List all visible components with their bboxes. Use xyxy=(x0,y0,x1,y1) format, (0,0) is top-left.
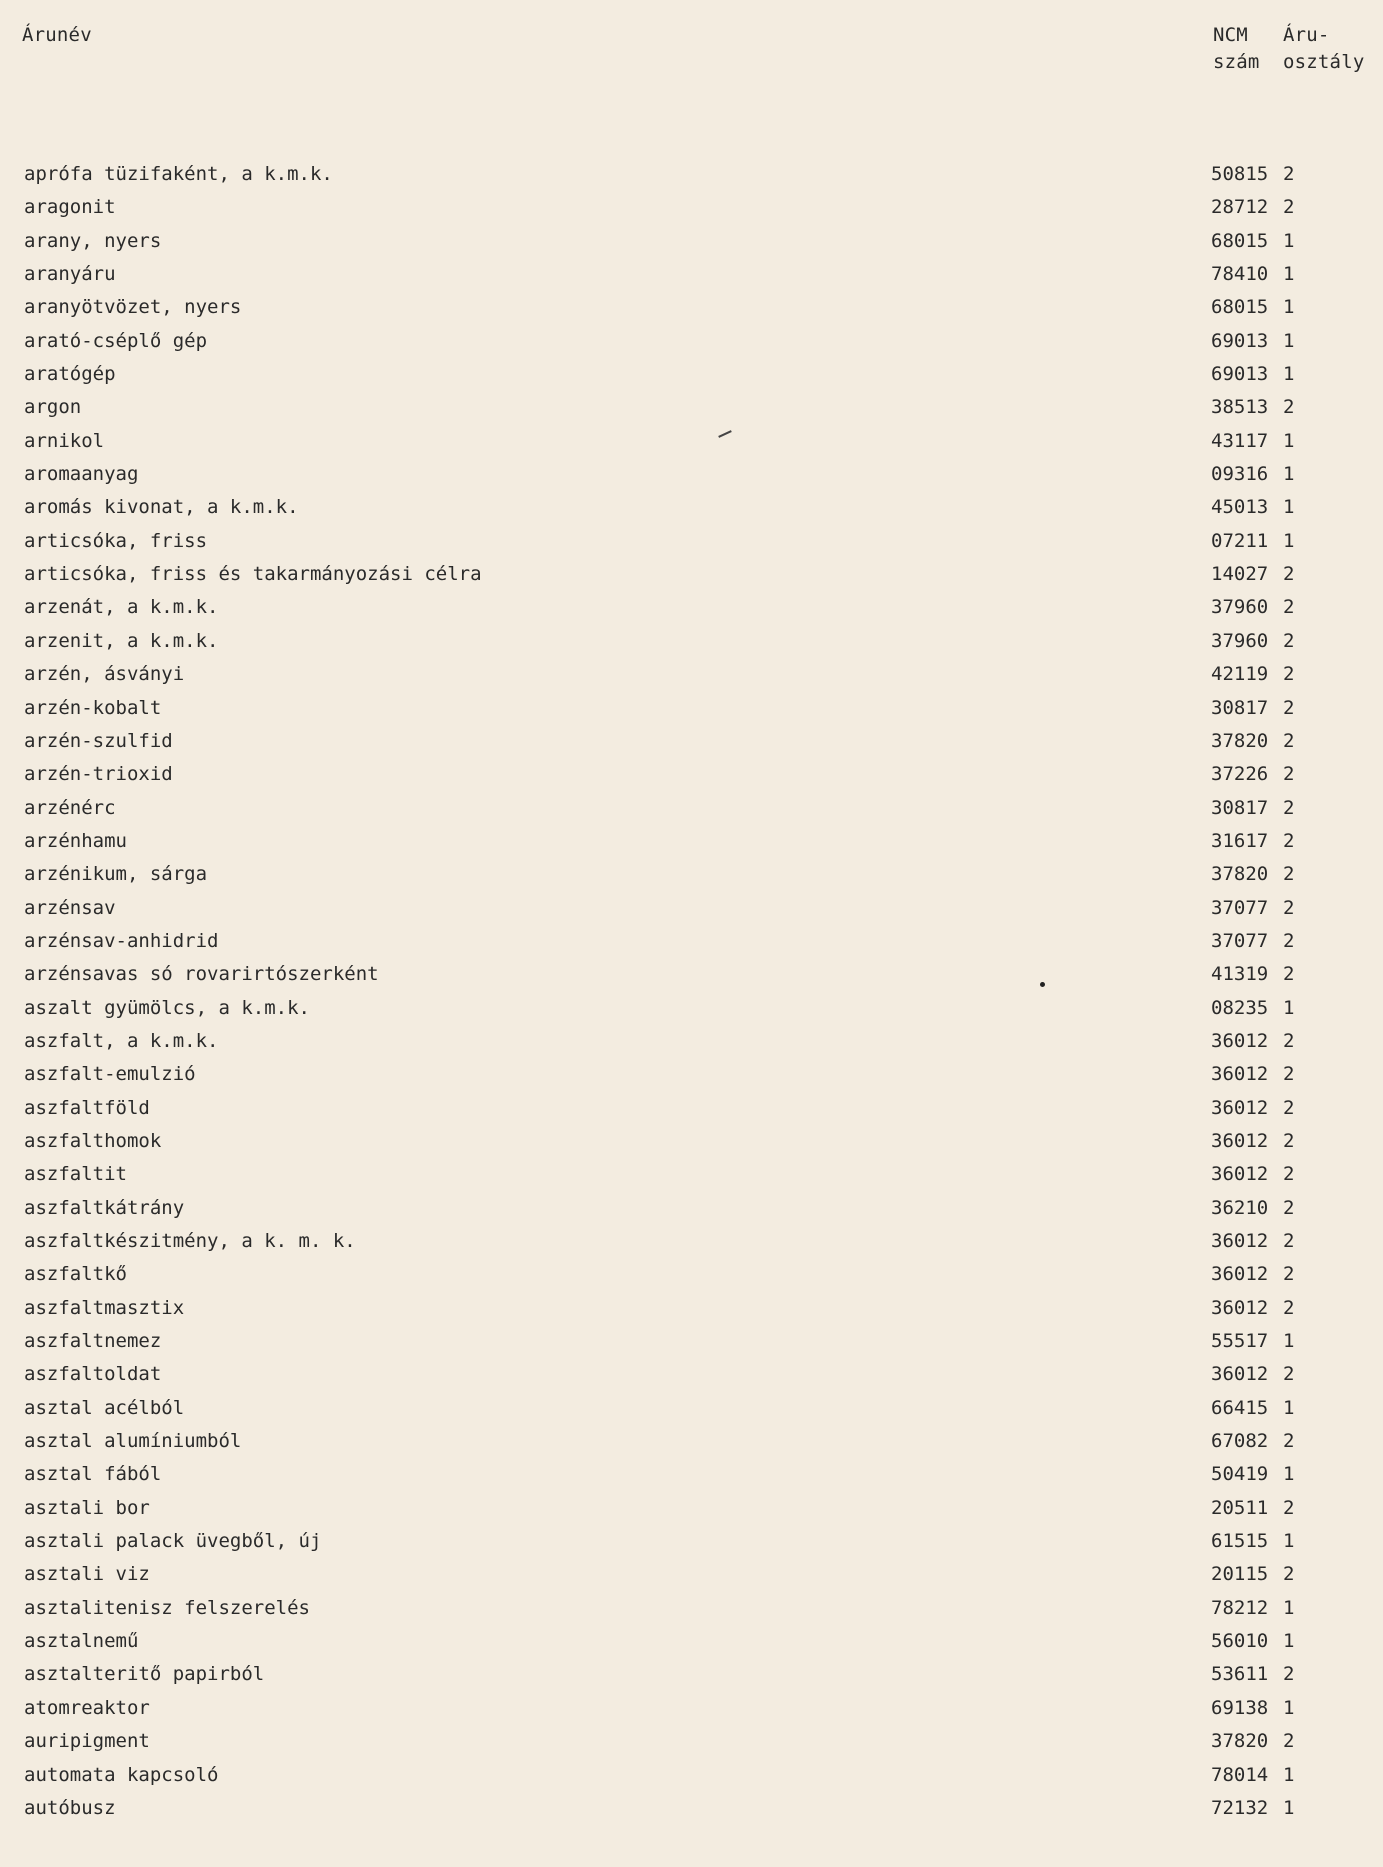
table-row xyxy=(0,925,1383,958)
ncm-number: 38513 xyxy=(1211,396,1269,419)
product-class: 2 xyxy=(1283,829,1295,852)
product-class: 2 xyxy=(1283,1196,1295,1219)
ncm-number: 31617 xyxy=(1211,829,1269,852)
product-name: aszfaltoldat xyxy=(24,1363,162,1386)
table-row xyxy=(0,1725,1383,1758)
product-name: arzénsav xyxy=(24,896,116,919)
ncm-number: 37820 xyxy=(1211,729,1269,752)
table-row xyxy=(0,1692,1383,1725)
table-row xyxy=(0,992,1383,1025)
table-row xyxy=(0,692,1383,725)
product-class: 2 xyxy=(1283,796,1295,819)
table-row xyxy=(0,1759,1383,1792)
ncm-number: 43117 xyxy=(1211,429,1269,452)
product-name: aszfaltkátrány xyxy=(24,1196,185,1219)
table-row xyxy=(0,1192,1383,1225)
product-name: auripigment xyxy=(24,1730,150,1753)
table-row xyxy=(0,291,1383,324)
ncm-number: 28712 xyxy=(1211,196,1269,219)
product-name: aratógép xyxy=(24,363,116,386)
product-name: asztalitenisz felszerelés xyxy=(24,1596,310,1619)
ncm-number: 37960 xyxy=(1211,629,1269,652)
product-class: 2 xyxy=(1283,929,1295,952)
product-class: 1 xyxy=(1283,1796,1295,1819)
ink-speck xyxy=(1040,982,1045,987)
ncm-number: 61515 xyxy=(1211,1530,1269,1553)
product-name: aszfaltkő xyxy=(24,1263,127,1286)
ncm-number: 55517 xyxy=(1211,1330,1269,1353)
product-class: 2 xyxy=(1283,663,1295,686)
product-class: 2 xyxy=(1283,1129,1295,1152)
product-class: 2 xyxy=(1283,396,1295,419)
product-name: aszfalthomok xyxy=(24,1129,162,1152)
ncm-number: 36012 xyxy=(1211,1163,1269,1186)
table-row xyxy=(0,358,1383,391)
ncm-number: 37077 xyxy=(1211,929,1269,952)
ncm-number: 78212 xyxy=(1211,1596,1269,1619)
table-row xyxy=(0,1358,1383,1391)
ncm-number: 50419 xyxy=(1211,1463,1269,1486)
table-row xyxy=(0,1325,1383,1358)
ncm-number: 69013 xyxy=(1211,363,1269,386)
class-header-line-1: Áru- xyxy=(1283,24,1330,46)
table-row xyxy=(0,458,1383,491)
product-class: 1 xyxy=(1283,1630,1295,1653)
product-name: arzén-kobalt xyxy=(24,696,162,719)
product-name: arzénikum, sárga xyxy=(24,863,208,886)
ncm-number: 09316 xyxy=(1211,463,1269,486)
table-row xyxy=(0,258,1383,291)
product-name: arzénhamu xyxy=(24,829,127,852)
product-name: arany, nyers xyxy=(24,229,162,252)
product-class: 2 xyxy=(1283,1296,1295,1319)
ncm-number: 78410 xyxy=(1211,263,1269,286)
table-row xyxy=(0,225,1383,258)
product-class: 2 xyxy=(1283,863,1295,886)
ncm-number: 37226 xyxy=(1211,763,1269,786)
product-class: 2 xyxy=(1283,729,1295,752)
ncm-number: 20115 xyxy=(1211,1563,1269,1586)
product-name: asztali viz xyxy=(24,1563,150,1586)
ncm-number: 36012 xyxy=(1211,1263,1269,1286)
product-class: 1 xyxy=(1283,1530,1295,1553)
table-row xyxy=(0,1158,1383,1191)
product-class: 1 xyxy=(1283,296,1295,319)
product-class: 1 xyxy=(1283,1396,1295,1419)
product-class: 1 xyxy=(1283,363,1295,386)
ncm-number: 37820 xyxy=(1211,1730,1269,1753)
product-class: 2 xyxy=(1283,1063,1295,1086)
product-class: 2 xyxy=(1283,896,1295,919)
table-row xyxy=(0,1625,1383,1658)
ncm-number: 56010 xyxy=(1211,1630,1269,1653)
product-name: asztali palack üvegből, új xyxy=(24,1530,322,1553)
table-row xyxy=(0,391,1383,424)
ncm-number: 07211 xyxy=(1211,529,1269,552)
table-row xyxy=(0,725,1383,758)
table-row xyxy=(0,325,1383,358)
product-class: 2 xyxy=(1283,163,1295,185)
table-row xyxy=(0,858,1383,891)
product-name: asztali bor xyxy=(24,1496,150,1519)
table-row xyxy=(0,792,1383,825)
product-name: aprófa tüzifaként, a k.m.k. xyxy=(24,163,333,185)
table-row xyxy=(0,491,1383,524)
product-name: articsóka, friss és takarmányozási célra xyxy=(24,563,482,586)
product-class: 2 xyxy=(1283,1096,1295,1119)
product-name: arató-cséplő gép xyxy=(24,329,208,352)
ncm-number: 36012 xyxy=(1211,1363,1269,1386)
product-name: autóbusz xyxy=(24,1796,116,1819)
table-row xyxy=(0,1092,1383,1125)
product-name: asztalteritő papirból xyxy=(24,1663,265,1686)
product-name: aranyáru xyxy=(24,263,116,286)
ncm-number: 20511 xyxy=(1211,1496,1269,1519)
table-row xyxy=(0,1458,1383,1491)
table-row xyxy=(0,1025,1383,1058)
product-class: 2 xyxy=(1283,1730,1295,1753)
product-class: 1 xyxy=(1283,496,1295,519)
table-row xyxy=(0,558,1383,591)
product-name: aromás kivonat, a k.m.k. xyxy=(24,496,299,519)
product-name: arzénsav-anhidrid xyxy=(24,929,219,952)
column-header-product-class xyxy=(1283,22,1364,76)
table-row xyxy=(0,1792,1383,1825)
ncm-number: 36012 xyxy=(1211,1296,1269,1319)
table-row xyxy=(0,1392,1383,1425)
table-row xyxy=(0,1525,1383,1558)
table-row xyxy=(0,1558,1383,1591)
table-row xyxy=(0,625,1383,658)
product-class: 2 xyxy=(1283,596,1295,619)
product-name: aszfaltmasztix xyxy=(24,1296,185,1319)
table-row xyxy=(0,1592,1383,1625)
product-class: 2 xyxy=(1283,1230,1295,1252)
product-class: 1 xyxy=(1283,1763,1295,1786)
product-name: arzénérc xyxy=(24,796,116,819)
product-name: aszfaltkészitmény, a k. m. k. xyxy=(24,1230,356,1252)
ncm-number: 36012 xyxy=(1211,1129,1269,1152)
table-row xyxy=(0,1258,1383,1291)
product-class: 2 xyxy=(1283,1430,1295,1453)
class-header-line-2: osztály xyxy=(1283,51,1365,73)
product-class: 1 xyxy=(1283,996,1295,1019)
ncm-number: 36012 xyxy=(1211,1063,1269,1086)
product-name: arzén, ásványi xyxy=(24,663,185,686)
product-class: 1 xyxy=(1283,1696,1295,1719)
product-class: 2 xyxy=(1283,563,1295,586)
product-class: 2 xyxy=(1283,629,1295,652)
product-name: atomreaktor xyxy=(24,1696,150,1719)
ncm-number: 66415 xyxy=(1211,1396,1269,1419)
product-name: arzén-trioxid xyxy=(24,763,173,786)
table-row xyxy=(0,1125,1383,1158)
table-row xyxy=(0,158,1383,191)
ncm-number: 36210 xyxy=(1211,1196,1269,1219)
ncm-header-line-1: NCM xyxy=(1213,24,1248,46)
product-name: arzenit, a k.m.k. xyxy=(24,629,219,652)
table-row xyxy=(0,892,1383,925)
product-class: 1 xyxy=(1283,263,1295,286)
product-class: 1 xyxy=(1283,1596,1295,1619)
product-name: aragonit xyxy=(24,196,116,219)
ncm-number: 36012 xyxy=(1211,1096,1269,1119)
ncm-number: 30817 xyxy=(1211,796,1269,819)
product-class: 2 xyxy=(1283,1563,1295,1586)
ncm-number: 14027 xyxy=(1211,563,1269,586)
product-name: arzenát, a k.m.k. xyxy=(24,596,219,619)
product-class: 2 xyxy=(1283,1163,1295,1186)
ncm-number: 45013 xyxy=(1211,496,1269,519)
table-row xyxy=(0,191,1383,224)
ncm-number: 30817 xyxy=(1211,696,1269,719)
product-class: 2 xyxy=(1283,196,1295,219)
table-row xyxy=(0,1058,1383,1091)
ncm-number: 68015 xyxy=(1211,229,1269,252)
table-row xyxy=(0,658,1383,691)
product-class: 1 xyxy=(1283,1330,1295,1353)
product-class: 2 xyxy=(1283,1263,1295,1286)
product-class: 1 xyxy=(1283,429,1295,452)
product-name: asztal acélból xyxy=(24,1396,185,1419)
product-class: 1 xyxy=(1283,229,1295,252)
ncm-number: 69138 xyxy=(1211,1696,1269,1719)
column-header-ncm-number xyxy=(1213,22,1260,76)
table-row xyxy=(0,591,1383,624)
product-class: 2 xyxy=(1283,696,1295,719)
ncm-number: 72132 xyxy=(1211,1796,1269,1819)
table-row xyxy=(0,758,1383,791)
product-name: aromaanyag xyxy=(24,463,139,486)
ncm-number: 41319 xyxy=(1211,963,1269,986)
product-class: 2 xyxy=(1283,1363,1295,1386)
product-name: aszfaltnemez xyxy=(24,1330,162,1353)
product-name: articsóka, friss xyxy=(24,529,208,552)
table-row xyxy=(0,1658,1383,1691)
table-row xyxy=(0,1425,1383,1458)
product-name: aszfaltföld xyxy=(24,1096,150,1119)
product-name: argon xyxy=(24,396,82,419)
product-class: 2 xyxy=(1283,1496,1295,1519)
product-list xyxy=(0,158,1383,1825)
product-name: aszalt gyümölcs, a k.m.k. xyxy=(24,996,310,1019)
product-class: 1 xyxy=(1283,1463,1295,1486)
ncm-number: 36012 xyxy=(1211,1029,1269,1052)
product-name: automata kapcsoló xyxy=(24,1763,219,1786)
column-header-product-name: Árunév xyxy=(22,24,92,46)
ncm-header-line-2: szám xyxy=(1213,51,1260,73)
product-class: 2 xyxy=(1283,1663,1295,1686)
ncm-number: 36012 xyxy=(1211,1230,1269,1252)
ncm-number: 53611 xyxy=(1211,1663,1269,1686)
product-class: 2 xyxy=(1283,963,1295,986)
table-row xyxy=(0,425,1383,458)
table-row xyxy=(0,1225,1383,1258)
table-row xyxy=(0,1492,1383,1525)
table-row xyxy=(0,958,1383,991)
product-class: 1 xyxy=(1283,329,1295,352)
ncm-number: 42119 xyxy=(1211,663,1269,686)
table-row xyxy=(0,825,1383,858)
table-row xyxy=(0,525,1383,558)
product-name: aszfalt, a k.m.k. xyxy=(24,1029,219,1052)
product-class: 1 xyxy=(1283,463,1295,486)
ncm-number: 69013 xyxy=(1211,329,1269,352)
product-name: arnikol xyxy=(24,429,105,452)
product-class: 1 xyxy=(1283,529,1295,552)
ncm-number: 37960 xyxy=(1211,596,1269,619)
ncm-number: 50815 xyxy=(1211,163,1269,185)
product-name: aszfalt-emulzió xyxy=(24,1063,196,1086)
product-class: 2 xyxy=(1283,1029,1295,1052)
ncm-number: 67082 xyxy=(1211,1430,1269,1453)
ncm-number: 37077 xyxy=(1211,896,1269,919)
ncm-number: 37820 xyxy=(1211,863,1269,886)
product-name: asztalnemű xyxy=(24,1630,139,1653)
product-name: asztal fából xyxy=(24,1463,162,1486)
ncm-number: 08235 xyxy=(1211,996,1269,1019)
table-row xyxy=(0,1292,1383,1325)
ncm-number: 78014 xyxy=(1211,1763,1269,1786)
product-name: aranyötvözet, nyers xyxy=(24,296,242,319)
product-name: aszfaltit xyxy=(24,1163,127,1186)
product-class: 2 xyxy=(1283,763,1295,786)
ncm-number: 68015 xyxy=(1211,296,1269,319)
product-name: arzénsavas só rovarirtószerként xyxy=(24,963,379,986)
product-name: arzén-szulfid xyxy=(24,729,173,752)
product-name: asztal alumíniumból xyxy=(24,1430,242,1453)
